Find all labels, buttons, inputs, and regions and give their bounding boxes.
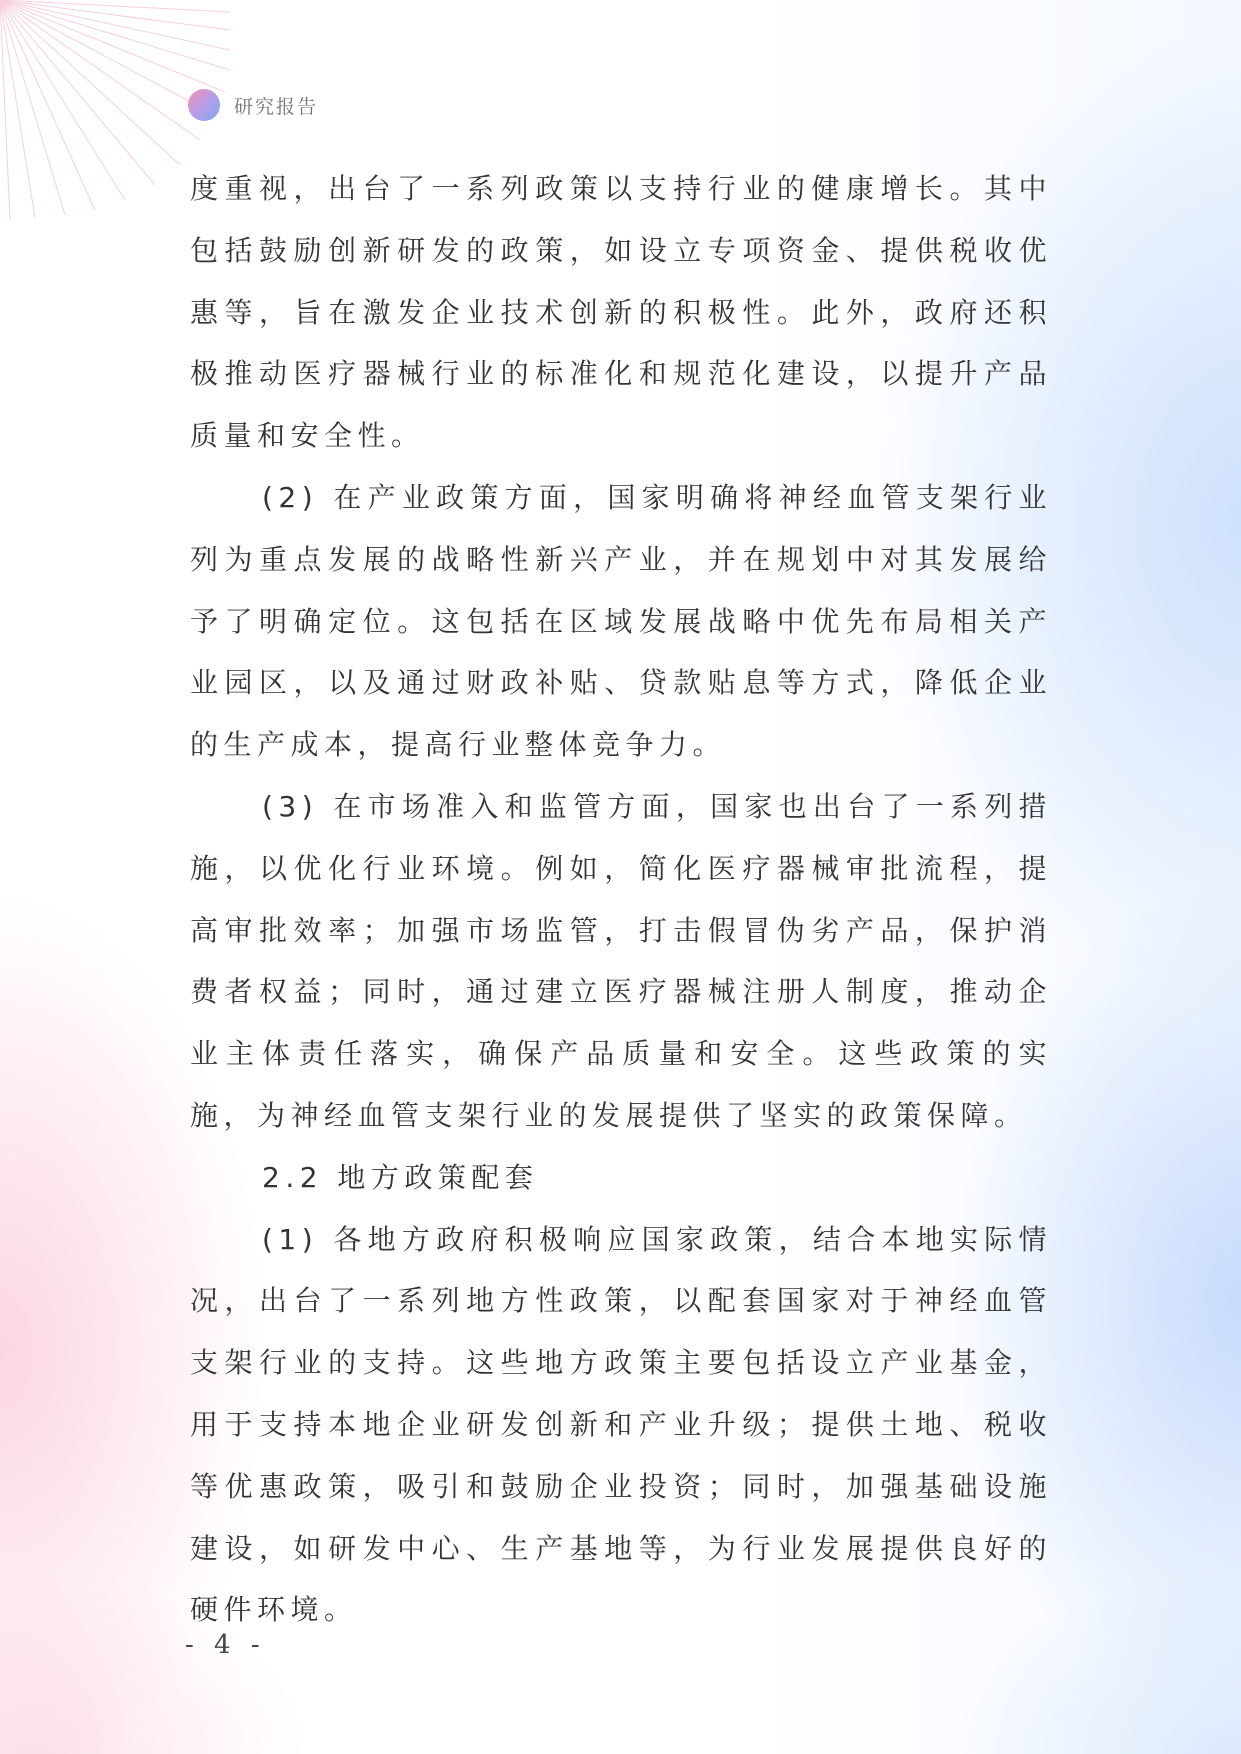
report-logo-icon [188, 89, 220, 121]
report-header [188, 88, 318, 122]
page-number: - 4 - [185, 1630, 266, 1660]
paragraph-4: (1) 各地方政府积极响应国家政策，结合本地实际情况，出台了一系列地方性政策，以配套国家对于神经血管支架行业的支持。这些地方政策主要包括设立产业基金，用于支持本地企业研发创新和产业升级；提供土地、税收等优惠政策，吸引和鼓励企业投资；同时，加强基础设施建设，如研发中心、生产基地等，为行业发展提供良好的硬件环境。 [190, 1222, 1052, 1627]
paragraph-3: (3) 在市场准入和监管方面，国家也出台了一系列措施，以优化行业环境。例如，简化医疗器械审批流程，提高审批效率；加强市场监管，打击假冒伪劣产品，保护消费者权益；同时，通过建立医疗器械注册人制度，推动企业主体责任落实，确保产品质量和安全。这些政策的实施，为神经血管支架行业的发展提供了坚实的政策保障。 [190, 789, 1052, 1132]
paragraph-2: (2) 在产业政策方面，国家明确将神经血管支架行业列为重点发展的战略性新兴产业，并在规划中对其发展给予了明确定位。这包括在区域发展战略中优先布局相关产业园区，以及通过财政补贴、贷款贴息等方式，降低企业的生产成本，提高行业整体竞争力。 [190, 480, 1052, 762]
body-text [190, 158, 1052, 1641]
header-title: 研究报告 [234, 95, 319, 118]
paragraph-continuation: 度重视，出台了一系列政策以支持行业的健康增长。其中包括鼓励创新研发的政策，如设立专项资金、提供税收优惠等，旨在激发企业技术创新的积极性。此外，政府还积极推动医疗器械行业的标准化和规范化建设，以提升产品质量和安全性。 [190, 172, 1052, 453]
section-heading: 2.2 地方政策配套 [262, 1160, 539, 1194]
